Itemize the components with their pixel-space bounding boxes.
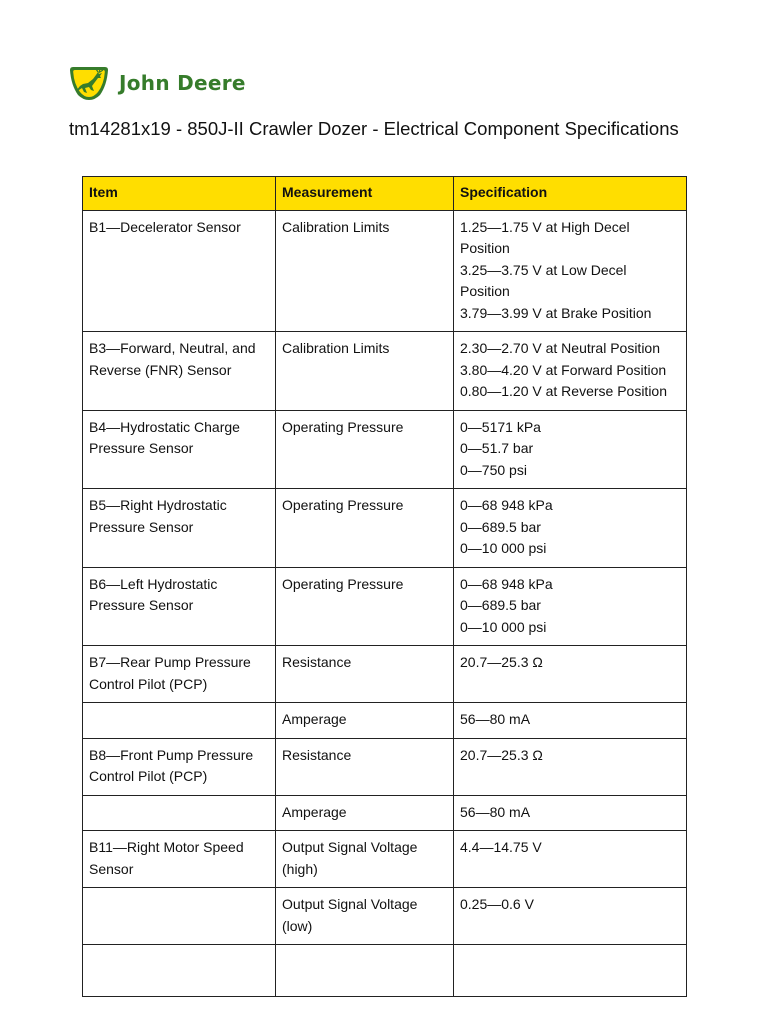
- spec-line: 0.25—0.6 V: [460, 896, 534, 912]
- specification-cell: [454, 332, 687, 411]
- spec-line: 0—68 948 kPa: [460, 575, 553, 592]
- spec-line: 1.25—1.75 V at High Decel Position: [460, 218, 630, 256]
- item-cell: B3—Forward, Neutral, and Reverse (FNR) Sensor: [83, 332, 276, 411]
- table-row: [83, 703, 687, 739]
- spec-table: [82, 176, 687, 997]
- spec-line: 3.79—3.99 V at Brake Position: [460, 304, 652, 321]
- table-row: [83, 795, 687, 831]
- specification-cell: [454, 888, 687, 945]
- measurement-cell: Resistance: [276, 738, 454, 795]
- item-cell: B4—Hydrostatic Charge Pressure Sensor: [83, 410, 276, 489]
- brand-name: John Deere: [119, 71, 246, 95]
- table-row: [83, 831, 687, 888]
- measurement-cell: Amperage: [276, 795, 454, 831]
- specification-cell: [454, 795, 687, 831]
- item-cell: B7—Rear Pump Pressure Control Pilot (PCP): [83, 646, 276, 703]
- measurement-cell: Calibration Limits: [276, 210, 454, 332]
- spec-line: 0—51.7 bar: [460, 440, 534, 456]
- column-header-specification: Specification: [454, 177, 687, 211]
- specification-cell: [454, 703, 687, 739]
- item-cell: B8—Front Pump Pressure Control Pilot (PCP): [83, 738, 276, 795]
- item-cell: [83, 795, 276, 831]
- table-row: [83, 210, 687, 332]
- specification-cell: [454, 646, 687, 703]
- table-row: [83, 567, 687, 646]
- leaping-deer-icon: [69, 65, 109, 101]
- spec-line: 0—5171 kPa: [460, 418, 541, 435]
- measurement-cell: Amperage: [276, 703, 454, 739]
- spec-line: 0—10 000 psi: [460, 540, 547, 556]
- item-cell: B11—Right Motor Speed Sensor: [83, 831, 276, 888]
- specification-cell: [454, 210, 687, 332]
- spec-line: 0—750 psi: [460, 461, 527, 478]
- spec-line: 56—80 mA: [460, 803, 531, 820]
- column-header-measurement: Measurement: [276, 177, 454, 211]
- measurement-cell: Calibration Limits: [276, 332, 454, 411]
- specification-cell: [454, 831, 687, 888]
- spec-line: 0—689.5 bar: [460, 518, 541, 535]
- item-cell: B1—Decelerator Sensor: [83, 210, 276, 332]
- table-row: [83, 888, 687, 945]
- column-header-item: Item: [83, 177, 276, 211]
- measurement-cell: [276, 945, 454, 997]
- specification-cell: [454, 410, 687, 489]
- spec-line: 2.30—2.70 V at Neutral Position: [460, 340, 661, 356]
- measurement-cell: Operating Pressure: [276, 489, 454, 568]
- item-cell: [83, 945, 276, 997]
- table-row: [83, 738, 687, 795]
- table-row: [83, 489, 687, 568]
- spec-line: 4.4—14.75 V: [460, 839, 542, 855]
- table-row: [83, 410, 687, 489]
- table-row: [83, 646, 687, 703]
- spec-line: 3.80—4.20 V at Forward Position: [460, 361, 667, 378]
- specification-cell: [454, 738, 687, 795]
- spec-line: 20.7—25.3 Ω: [460, 746, 543, 763]
- specification-cell: [454, 489, 687, 568]
- measurement-cell: Output Signal Voltage (high): [276, 831, 454, 888]
- table-header-row: [83, 177, 687, 211]
- spec-line: 20.7—25.3 Ω: [460, 654, 543, 670]
- item-cell: B5—Right Hydrostatic Pressure Sensor: [83, 489, 276, 568]
- item-cell: [83, 888, 276, 945]
- measurement-cell: Operating Pressure: [276, 410, 454, 489]
- spec-line: 3.25—3.75 V at Low Decel Position: [460, 261, 627, 299]
- document-title: tm14281x19 - 850J-II Crawler Dozer - Electrical Component Specifications: [69, 118, 679, 139]
- spec-line: 56—80 mA: [460, 711, 531, 727]
- spec-line: 0.80—1.20 V at Reverse Position: [460, 383, 668, 399]
- table-row: [83, 332, 687, 411]
- measurement-cell: Resistance: [276, 646, 454, 703]
- measurement-cell: Operating Pressure: [276, 567, 454, 646]
- spec-line: 0—689.5 bar: [460, 597, 541, 613]
- item-cell: B6—Left Hydrostatic Pressure Sensor: [83, 567, 276, 646]
- measurement-cell: Output Signal Voltage (low): [276, 888, 454, 945]
- brand-logo: [69, 65, 246, 101]
- spec-line: 0—68 948 kPa: [460, 497, 553, 513]
- specification-cell: [454, 945, 687, 997]
- table-row-empty: [83, 945, 687, 997]
- specification-cell: [454, 567, 687, 646]
- item-cell: [83, 703, 276, 739]
- spec-line: 0—10 000 psi: [460, 618, 547, 635]
